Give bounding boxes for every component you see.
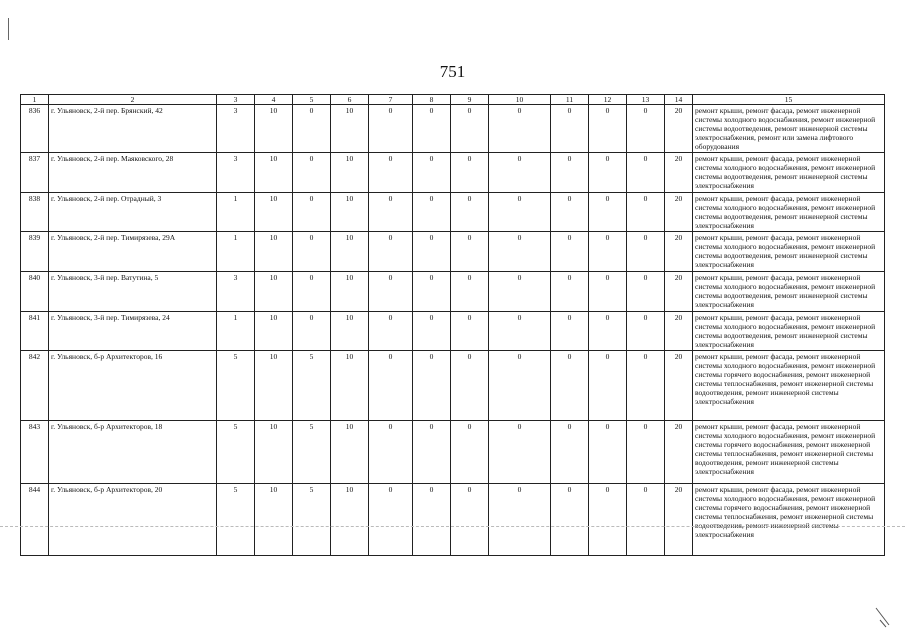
value-cell-col-14: 20 xyxy=(665,153,693,193)
row-number-cell: 839 xyxy=(21,232,49,272)
value-cell-col-10: 0 xyxy=(489,272,551,312)
value-cell-col-11: 0 xyxy=(551,232,589,272)
value-cell-col-13: 0 xyxy=(627,421,665,484)
value-cell-col-3: 3 xyxy=(217,105,255,153)
value-cell-col-5: 0 xyxy=(293,105,331,153)
value-cell-col-5: 5 xyxy=(293,484,331,556)
value-cell-col-7: 0 xyxy=(369,312,413,351)
value-cell-col-12: 0 xyxy=(589,153,627,193)
value-cell-col-3: 5 xyxy=(217,421,255,484)
value-cell-col-3: 1 xyxy=(217,193,255,232)
table-row xyxy=(21,232,885,272)
value-cell-col-6: 10 xyxy=(331,421,369,484)
value-cell-col-7: 0 xyxy=(369,105,413,153)
value-cell-col-9: 0 xyxy=(451,193,489,232)
value-cell-col-9: 0 xyxy=(451,232,489,272)
value-cell-col-14: 20 xyxy=(665,272,693,312)
value-cell-col-11: 0 xyxy=(551,312,589,351)
address-cell: г. Ульяновск, б-р Архитекторов, 18 xyxy=(49,421,217,484)
value-cell-col-14: 20 xyxy=(665,193,693,232)
value-cell-col-8: 0 xyxy=(413,272,451,312)
value-cell-col-8: 0 xyxy=(413,421,451,484)
value-cell-col-5: 0 xyxy=(293,312,331,351)
repair-works-cell: ремонт крыши, ремонт фасада, ремонт инженерной системы холодного водоснабжения, ремонт инженерной системы водоотведения, ремонт инженерной системы электроснабжения xyxy=(693,153,885,193)
value-cell-col-4: 10 xyxy=(255,272,293,312)
value-cell-col-8: 0 xyxy=(413,153,451,193)
value-cell-col-12: 0 xyxy=(589,312,627,351)
value-cell-col-7: 0 xyxy=(369,351,413,421)
column-header-7: 7 xyxy=(369,95,413,105)
value-cell-col-4: 10 xyxy=(255,153,293,193)
column-header-1: 1 xyxy=(21,95,49,105)
value-cell-col-9: 0 xyxy=(451,105,489,153)
value-cell-col-3: 5 xyxy=(217,484,255,556)
value-cell-col-8: 0 xyxy=(413,105,451,153)
value-cell-col-13: 0 xyxy=(627,105,665,153)
table-row xyxy=(21,193,885,232)
value-cell-col-13: 0 xyxy=(627,484,665,556)
table-row xyxy=(21,105,885,153)
value-cell-col-3: 1 xyxy=(217,232,255,272)
row-number-cell: 841 xyxy=(21,312,49,351)
value-cell-col-9: 0 xyxy=(451,351,489,421)
value-cell-col-10: 0 xyxy=(489,484,551,556)
value-cell-col-13: 0 xyxy=(627,351,665,421)
column-header-4: 4 xyxy=(255,95,293,105)
value-cell-col-6: 10 xyxy=(331,272,369,312)
value-cell-col-4: 10 xyxy=(255,193,293,232)
row-number-cell: 842 xyxy=(21,351,49,421)
value-cell-col-6: 10 xyxy=(331,105,369,153)
value-cell-col-11: 0 xyxy=(551,193,589,232)
column-header-9: 9 xyxy=(451,95,489,105)
value-cell-col-10: 0 xyxy=(489,312,551,351)
scan-artifact-line xyxy=(0,526,905,527)
table-row xyxy=(21,484,885,556)
value-cell-col-14: 20 xyxy=(665,232,693,272)
value-cell-col-12: 0 xyxy=(589,193,627,232)
table-row xyxy=(21,351,885,421)
scan-edge-line xyxy=(8,18,9,40)
value-cell-col-5: 0 xyxy=(293,232,331,272)
scan-corner-mark-icon xyxy=(875,606,891,628)
value-cell-col-10: 0 xyxy=(489,153,551,193)
row-number-cell: 837 xyxy=(21,153,49,193)
repair-works-cell: ремонт крыши, ремонт фасада, ремонт инженерной системы холодного водоснабжения, ремонт инженерной системы водоотведения, ремонт инженерной системы электроснабжения xyxy=(693,272,885,312)
value-cell-col-8: 0 xyxy=(413,484,451,556)
value-cell-col-9: 0 xyxy=(451,312,489,351)
value-cell-col-10: 0 xyxy=(489,351,551,421)
column-header-11: 11 xyxy=(551,95,589,105)
value-cell-col-13: 0 xyxy=(627,232,665,272)
value-cell-col-13: 0 xyxy=(627,193,665,232)
value-cell-col-11: 0 xyxy=(551,351,589,421)
value-cell-col-9: 0 xyxy=(451,272,489,312)
value-cell-col-10: 0 xyxy=(489,193,551,232)
value-cell-col-12: 0 xyxy=(589,232,627,272)
value-cell-col-5: 5 xyxy=(293,351,331,421)
column-header-15: 15 xyxy=(693,95,885,105)
value-cell-col-12: 0 xyxy=(589,105,627,153)
value-cell-col-3: 1 xyxy=(217,312,255,351)
value-cell-col-4: 10 xyxy=(255,312,293,351)
column-header-12: 12 xyxy=(589,95,627,105)
column-header-8: 8 xyxy=(413,95,451,105)
value-cell-col-3: 3 xyxy=(217,272,255,312)
address-cell: г. Ульяновск, б-р Архитекторов, 16 xyxy=(49,351,217,421)
table-row xyxy=(21,312,885,351)
column-header-3: 3 xyxy=(217,95,255,105)
value-cell-col-4: 10 xyxy=(255,421,293,484)
address-cell: г. Ульяновск, 3-й пер. Тимирязева, 24 xyxy=(49,312,217,351)
column-header-2: 2 xyxy=(49,95,217,105)
value-cell-col-11: 0 xyxy=(551,484,589,556)
page-number: 751 xyxy=(439,62,466,81)
value-cell-col-13: 0 xyxy=(627,153,665,193)
value-cell-col-8: 0 xyxy=(413,193,451,232)
row-number-cell: 838 xyxy=(21,193,49,232)
value-cell-col-10: 0 xyxy=(489,421,551,484)
value-cell-col-5: 0 xyxy=(293,272,331,312)
value-cell-col-14: 20 xyxy=(665,421,693,484)
value-cell-col-12: 0 xyxy=(589,272,627,312)
value-cell-col-7: 0 xyxy=(369,484,413,556)
value-cell-col-3: 3 xyxy=(217,153,255,193)
value-cell-col-8: 0 xyxy=(413,232,451,272)
address-cell: г. Ульяновск, б-р Архитекторов, 20 xyxy=(49,484,217,556)
value-cell-col-6: 10 xyxy=(331,312,369,351)
row-number-cell: 843 xyxy=(21,421,49,484)
value-cell-col-11: 0 xyxy=(551,421,589,484)
table-row xyxy=(21,421,885,484)
value-cell-col-7: 0 xyxy=(369,232,413,272)
repair-works-cell: ремонт крыши, ремонт фасада, ремонт инженерной системы холодного водоснабжения, ремонт инженерной системы горячего водоснабжения, ремонт инженерной системы теплоснабжения, ремонт инженерной системы водоотведения, ремонт инженерной системы электроснабжения xyxy=(693,484,885,556)
value-cell-col-12: 0 xyxy=(589,484,627,556)
column-header-14: 14 xyxy=(665,95,693,105)
column-header-5: 5 xyxy=(293,95,331,105)
value-cell-col-12: 0 xyxy=(589,421,627,484)
repair-works-cell: ремонт крыши, ремонт фасада, ремонт инженерной системы холодного водоснабжения, ремонт инженерной системы водоотведения, ремонт инженерной системы электроснабжения xyxy=(693,232,885,272)
value-cell-col-5: 0 xyxy=(293,153,331,193)
value-cell-col-11: 0 xyxy=(551,105,589,153)
capital-repair-table xyxy=(20,94,885,556)
value-cell-col-4: 10 xyxy=(255,232,293,272)
value-cell-col-6: 10 xyxy=(331,153,369,193)
value-cell-col-7: 0 xyxy=(369,421,413,484)
value-cell-col-13: 0 xyxy=(627,272,665,312)
address-cell: г. Ульяновск, 2-й пер. Отрадный, 3 xyxy=(49,193,217,232)
table-header-row xyxy=(21,95,885,105)
value-cell-col-14: 20 xyxy=(665,484,693,556)
row-number-cell: 840 xyxy=(21,272,49,312)
repair-works-cell: ремонт крыши, ремонт фасада, ремонт инженерной системы холодного водоснабжения, ремонт инженерной системы горячего водоснабжения, ремонт инженерной системы теплоснабжения, ремонт инженерной системы водоотведения, ремонт инженерной системы электроснабжения xyxy=(693,421,885,484)
table-row xyxy=(21,272,885,312)
value-cell-col-5: 0 xyxy=(293,193,331,232)
value-cell-col-7: 0 xyxy=(369,153,413,193)
repair-works-cell: ремонт крыши, ремонт фасада, ремонт инженерной системы холодного водоснабжения, ремонт инженерной системы водоотведения, ремонт инженерной системы электроснабжения, ремонт или замена лифтового оборудования xyxy=(693,105,885,153)
value-cell-col-4: 10 xyxy=(255,484,293,556)
value-cell-col-11: 0 xyxy=(551,272,589,312)
value-cell-col-6: 10 xyxy=(331,351,369,421)
value-cell-col-10: 0 xyxy=(489,232,551,272)
value-cell-col-9: 0 xyxy=(451,484,489,556)
repair-works-cell: ремонт крыши, ремонт фасада, ремонт инженерной системы холодного водоснабжения, ремонт инженерной системы водоотведения, ремонт инженерной системы электроснабжения xyxy=(693,193,885,232)
value-cell-col-7: 0 xyxy=(369,193,413,232)
value-cell-col-9: 0 xyxy=(451,421,489,484)
column-header-10: 10 xyxy=(489,95,551,105)
column-header-13: 13 xyxy=(627,95,665,105)
value-cell-col-6: 10 xyxy=(331,484,369,556)
value-cell-col-9: 0 xyxy=(451,153,489,193)
address-cell: г. Ульяновск, 3-й пер. Ватутина, 5 xyxy=(49,272,217,312)
value-cell-col-14: 20 xyxy=(665,312,693,351)
value-cell-col-6: 10 xyxy=(331,232,369,272)
value-cell-col-11: 0 xyxy=(551,153,589,193)
column-header-6: 6 xyxy=(331,95,369,105)
value-cell-col-14: 20 xyxy=(665,351,693,421)
value-cell-col-13: 0 xyxy=(627,312,665,351)
value-cell-col-3: 5 xyxy=(217,351,255,421)
table-row xyxy=(21,153,885,193)
value-cell-col-10: 0 xyxy=(489,105,551,153)
value-cell-col-8: 0 xyxy=(413,312,451,351)
repair-works-cell: ремонт крыши, ремонт фасада, ремонт инженерной системы холодного водоснабжения, ремонт инженерной системы водоотведения, ремонт инженерной системы электроснабжения xyxy=(693,312,885,351)
address-cell: г. Ульяновск, 2-й пер. Тимирязева, 29А xyxy=(49,232,217,272)
value-cell-col-8: 0 xyxy=(413,351,451,421)
address-cell: г. Ульяновск, 2-й пер. Маяковского, 28 xyxy=(49,153,217,193)
row-number-cell: 836 xyxy=(21,105,49,153)
value-cell-col-6: 10 xyxy=(331,193,369,232)
row-number-cell: 844 xyxy=(21,484,49,556)
value-cell-col-12: 0 xyxy=(589,351,627,421)
value-cell-col-4: 10 xyxy=(255,351,293,421)
value-cell-col-4: 10 xyxy=(255,105,293,153)
address-cell: г. Ульяновск, 2-й пер. Брянский, 42 xyxy=(49,105,217,153)
value-cell-col-14: 20 xyxy=(665,105,693,153)
value-cell-col-7: 0 xyxy=(369,272,413,312)
value-cell-col-5: 5 xyxy=(293,421,331,484)
repair-works-cell: ремонт крыши, ремонт фасада, ремонт инженерной системы холодного водоснабжения, ремонт инженерной системы горячего водоснабжения, ремонт инженерной системы теплоснабжения, ремонт инженерной системы водоотведения, ремонт инженерной системы электроснабжения xyxy=(693,351,885,421)
